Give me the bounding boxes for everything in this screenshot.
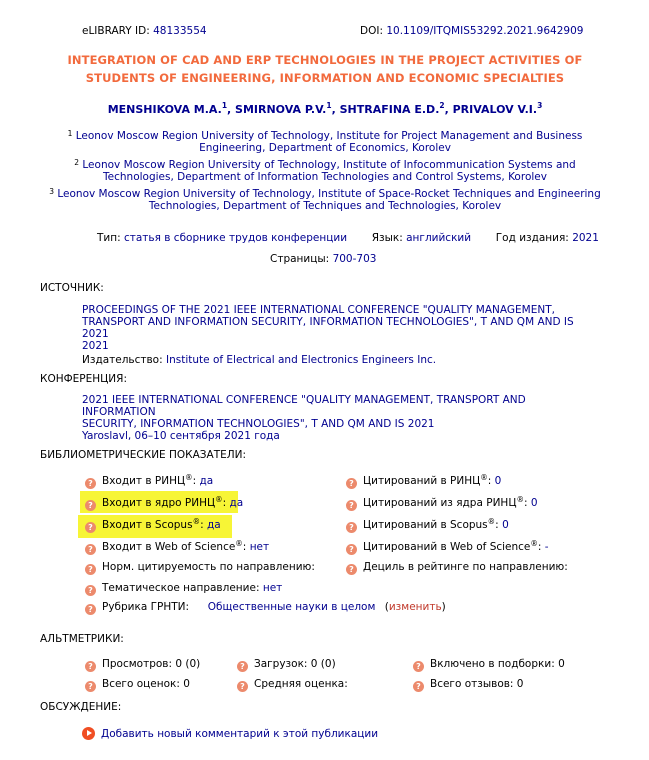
publication-meta: Тип: статья в сборнике трудов конференции Язык: английский Год издания: 2021 [97, 232, 599, 244]
alt-downloads: ? Загрузок: 0 (0) [237, 658, 336, 672]
help-icon[interactable]: ? [85, 478, 96, 489]
help-icon[interactable]: ? [85, 661, 96, 672]
grnti-value: Общественные науки в целом [207, 601, 376, 613]
publisher-link[interactable]: Institute of Electrical and Electronics Engineers Inc. [166, 354, 437, 366]
help-icon[interactable]: ? [85, 681, 96, 692]
help-icon[interactable]: ? [85, 522, 96, 533]
help-icon[interactable]: ? [413, 681, 424, 692]
help-icon[interactable]: ? [85, 585, 96, 596]
help-icon[interactable]: ? [346, 544, 357, 555]
affiliation-3[interactable]: $^3$ Leonov Moscow Region University of Technology, Institute of Space-Rocket Techniques and Engineering Technologies, Department of Techniques and Technologies, Korolev [49, 187, 601, 212]
alt-views: ? Просмотров: 0 (0) [85, 658, 200, 672]
help-icon[interactable]: ? [237, 681, 248, 692]
conference-heading: КОНФЕРЕНЦИЯ: [40, 373, 127, 385]
conference-block[interactable]: 2021 IEEE INTERNATIONAL CONFERENCE "QUALITY MANAGEMENT, TRANSPORT AND INFORMATION SECURITY, INFORMATION TECHNOLOGIES", T AND QM AND IS 2021 Yaroslavl, 06–10 сентября 2021 года [82, 394, 526, 442]
add-comment-link[interactable]: Добавить новый комментарий к этой публикации [101, 728, 379, 740]
pub-pages: 700-703 [332, 253, 377, 265]
author-link[interactable]: SMIRNOVA P.V.$^1$ [235, 101, 332, 116]
cited-scopus: ? Цитирований в Scopus®: 0 [346, 519, 509, 533]
help-icon[interactable]: ? [85, 500, 96, 511]
indicator-topic: ? Тематическое направление: нет [85, 582, 282, 596]
play-icon[interactable] [82, 727, 95, 740]
alt-reviews: ? Всего отзывов: 0 [413, 678, 524, 692]
article-title: INTEGRATION OF CAD AND ERP TECHNOLOGIES IN THE PROJECT ACTIVITIES OF STUDENTS OF ENGINEERING, INFORMATION AND ECONOMIC SPECIALTIES [67, 53, 583, 85]
source-block: PROCEEDINGS OF THE 2021 IEEE INTERNATIONAL CONFERENCE "QUALITY MANAGEMENT, TRANSPORT AND INFORMATION SECURITY, INFORMATION TECHNOLOGIES", T AND QM AND IS 2021 2021 Издательство: Institute of Electrical and Electronics Engineers Inc. [82, 304, 602, 366]
indicator-norm-citation: ? Норм. цитируемость по направлению: [85, 561, 315, 575]
cited-rinc: ? Цитирований в РИНЦ®: 0 [346, 475, 501, 489]
elibrary-id-line: eLIBRARY ID: 48133554 [82, 25, 207, 37]
indicator-rinc-core: ? Входит в ядро РИНЦ®: да [85, 497, 243, 511]
alt-average: ? Средняя оценка: [237, 678, 348, 692]
help-icon[interactable]: ? [346, 500, 357, 511]
help-icon[interactable]: ? [346, 564, 357, 575]
decile-rating: ? Дециль в рейтинге по направлению: [346, 561, 568, 575]
help-icon[interactable]: ? [85, 604, 96, 615]
altmetrics-heading: АЛЬТМЕТРИКИ: [40, 633, 124, 645]
pub-year: 2021 [572, 232, 599, 244]
cited-wos: ? Цитирований в Web of Science®: - [346, 541, 549, 555]
help-icon[interactable]: ? [346, 478, 357, 489]
pub-type: статья в сборнике трудов конференции [123, 232, 348, 244]
affiliation-1[interactable]: $^1$ Leonov Moscow Region University of Technology, Institute for Project Management and Business Engineering, Department of Economics, Korolev [67, 129, 583, 154]
authors-line: MENSHIKOVA M.A.$^1$, SMIRNOVA P.V.$^1$, SHTRAFINA E.D.$^2$, PRIVALOV V.I.$^3$ [107, 101, 543, 116]
doi-line: DOI: 10.1109/ITQMIS53292.2021.9642909 [360, 25, 584, 37]
bibliometrics-heading: БИБЛИОМЕТРИЧЕСКИЕ ПОКАЗАТЕЛИ: [40, 449, 247, 461]
help-icon[interactable]: ? [413, 661, 424, 672]
author-link[interactable]: PRIVALOV V.I.$^3$ [452, 101, 543, 116]
alt-ratings: ? Всего оценок: 0 [85, 678, 190, 692]
add-comment[interactable] [82, 727, 378, 740]
indicator-wos: ? Входит в Web of Science®: нет [85, 541, 269, 555]
elibrary-id: 48133554 [153, 25, 207, 37]
source-heading: ИСТОЧНИК: [40, 282, 104, 294]
source-title-link[interactable]: PROCEEDINGS OF THE 2021 IEEE INTERNATIONAL CONFERENCE "QUALITY MANAGEMENT, TRANSPORT AND INFORMATION SECURITY, INFORMATION TECHNOLOGIES", T AND QM AND IS 2021 2021 [82, 304, 574, 352]
indicator-scopus: ? Входит в Scopus®: да [85, 519, 221, 533]
discussion-heading: ОБСУЖДЕНИЕ: [40, 701, 122, 713]
help-icon[interactable]: ? [346, 522, 357, 533]
indicator-rinc: ? Входит в РИНЦ®: да [85, 475, 213, 489]
indicator-grnti: ? Рубрика ГРНТИ: Общественные науки в целом (изменить) [85, 601, 446, 615]
author-link[interactable]: MENSHIKOVA M.A.$^1$ [107, 101, 228, 116]
pages-line: Страницы: 700-703 [270, 253, 377, 265]
help-icon[interactable]: ? [85, 544, 96, 555]
help-icon[interactable]: ? [237, 661, 248, 672]
alt-collections: ? Включено в подборки: 0 [413, 658, 565, 672]
help-icon[interactable]: ? [85, 564, 96, 575]
cited-rinc-core: ? Цитирований из ядра РИНЦ®: 0 [346, 497, 538, 511]
change-link[interactable]: изменить [388, 601, 442, 613]
author-link[interactable]: SHTRAFINA E.D.$^2$ [339, 101, 445, 116]
affiliation-2[interactable]: $^2$ Leonov Moscow Region University of Technology, Institute of Infocommunication Systems and Technologies, Department of Information Technologies and Control Systems, Korolev [74, 158, 576, 183]
doi-link[interactable]: 10.1109/ITQMIS53292.2021.9642909 [386, 25, 584, 37]
pub-language: английский [406, 232, 472, 244]
